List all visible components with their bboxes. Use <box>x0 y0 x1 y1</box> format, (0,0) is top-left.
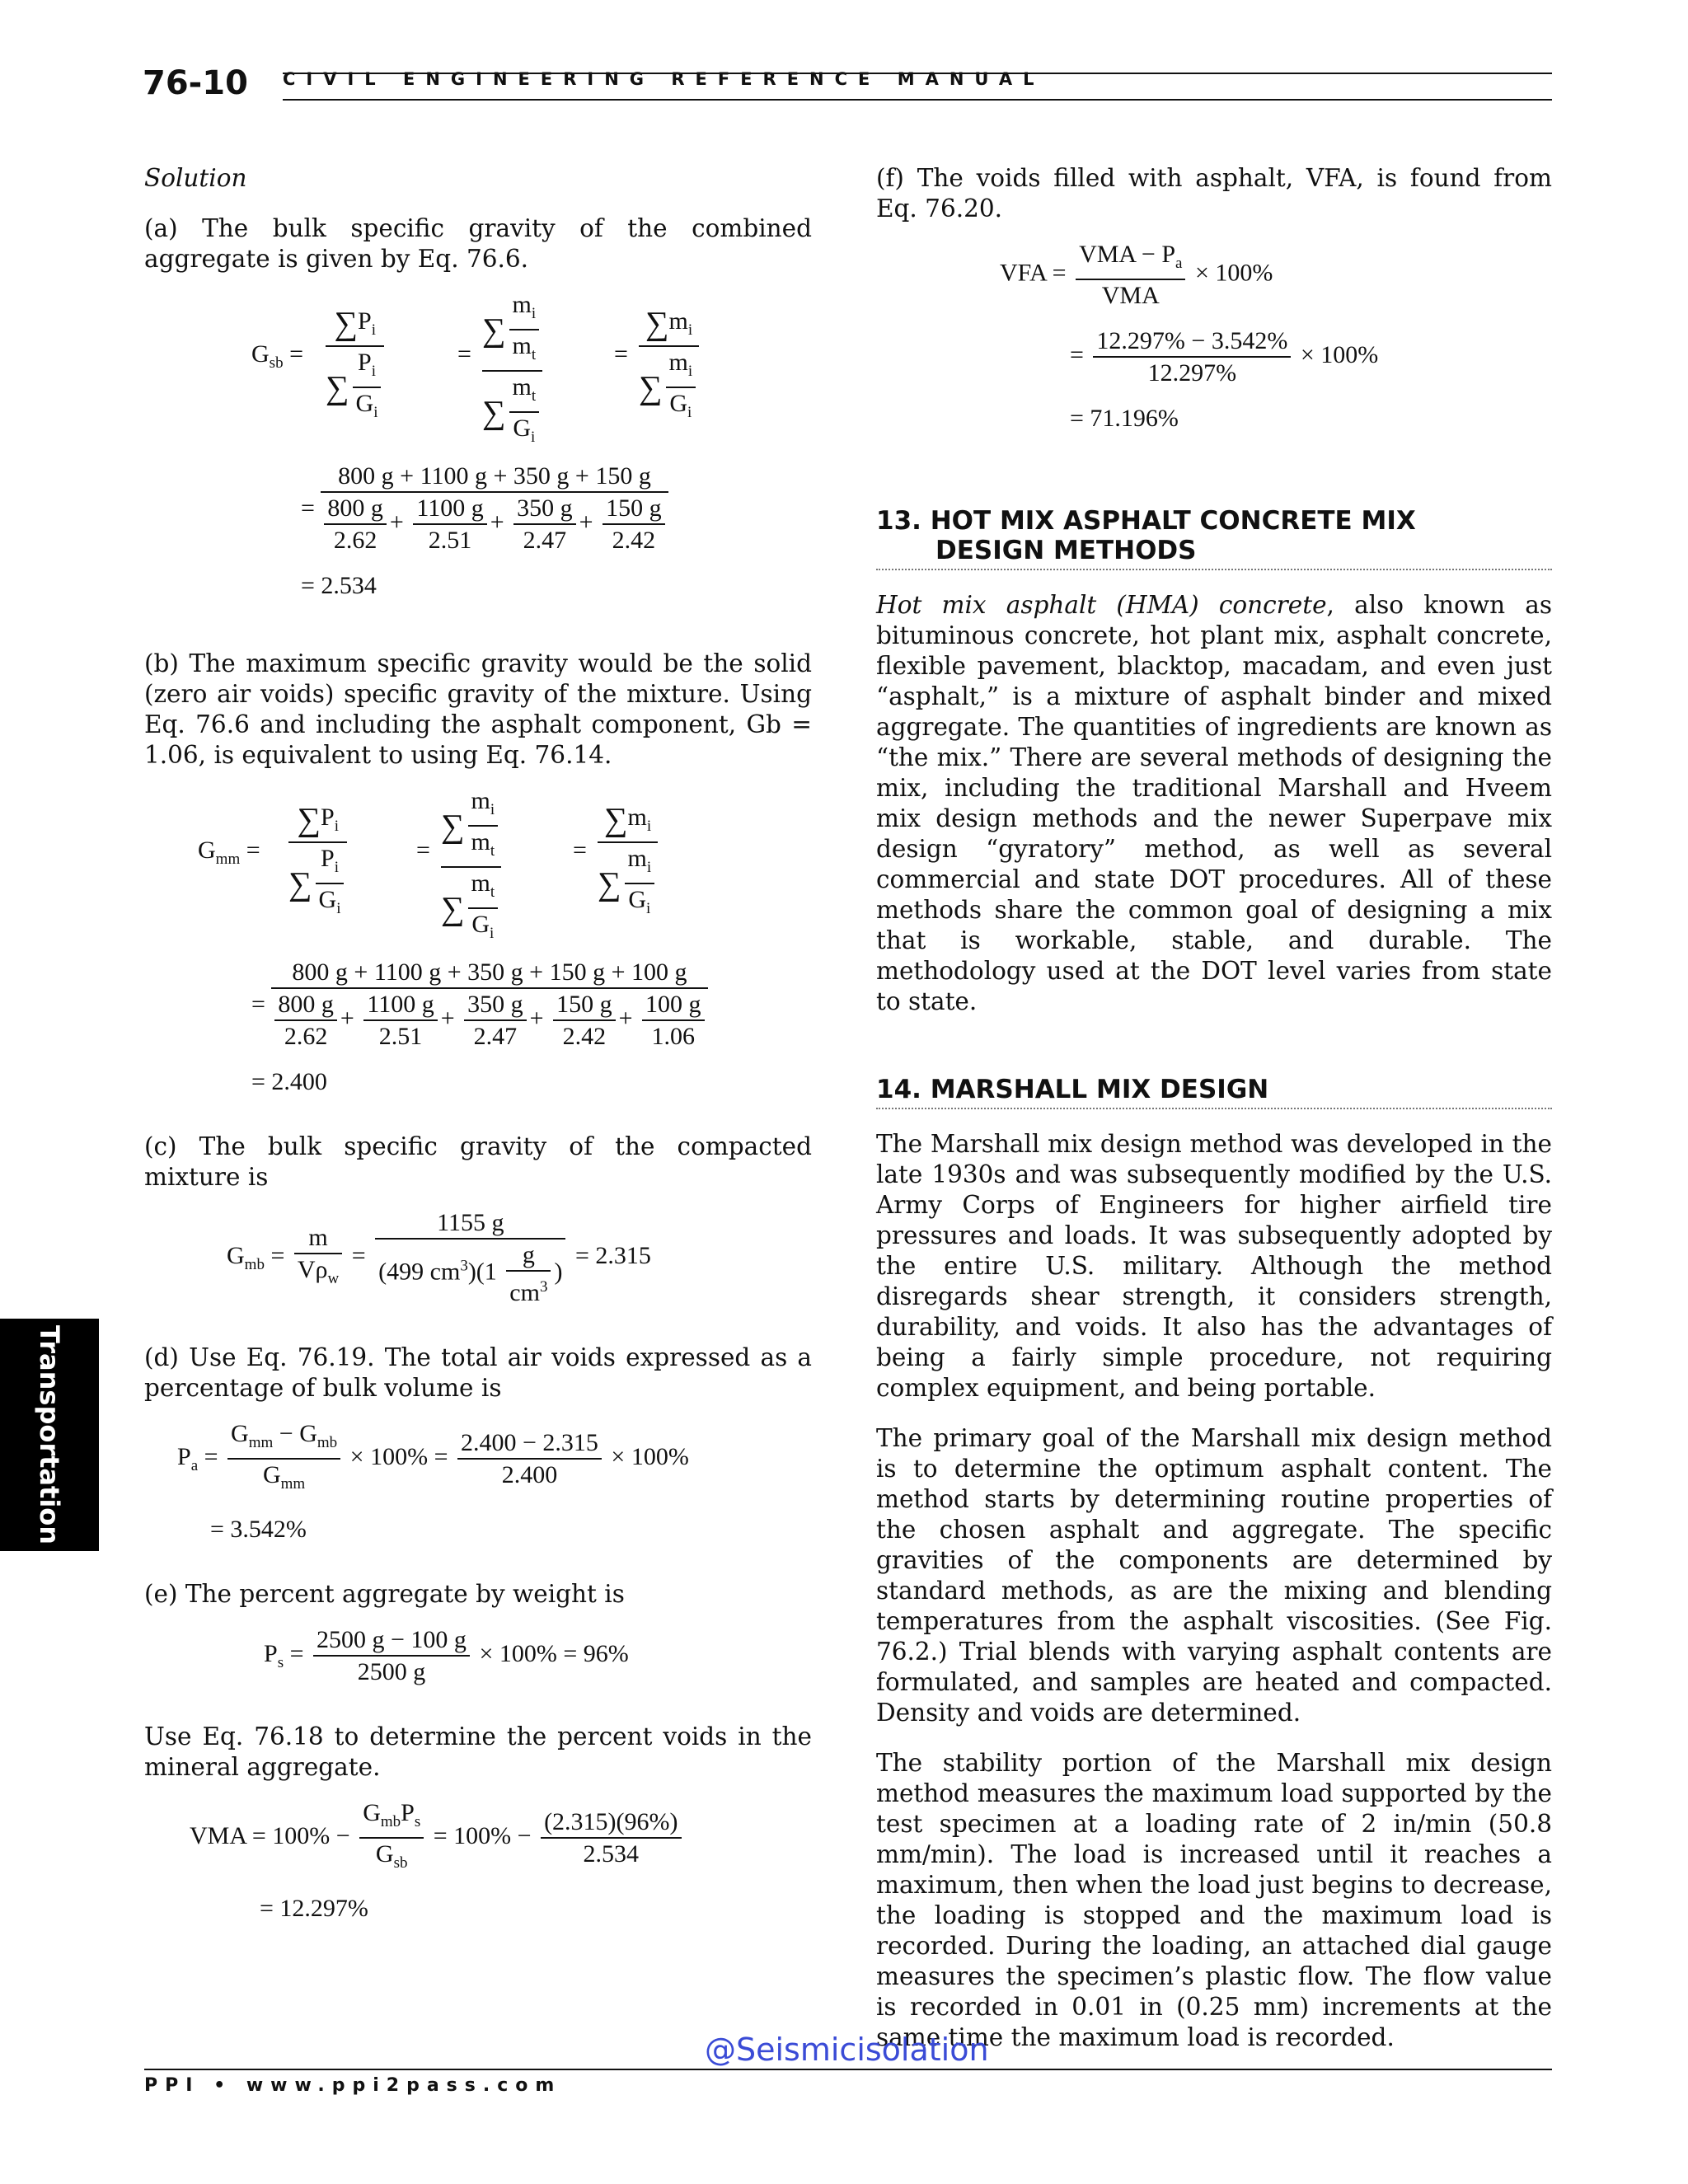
eq-vfa-numeric: = $\frac{12.297\% - 3.542\%}{12.297\%}$ × 100% <box>1070 327 1379 387</box>
footer-rule <box>144 2069 1552 2070</box>
gsb-result: = 2.534 <box>301 572 377 599</box>
book-title: CIVIL ENGINEERING REFERENCE MANUAL <box>283 69 1045 89</box>
gmm-result: = 2.400 <box>251 1068 327 1095</box>
eq-ps: $P_s$ = $\frac{2500 g - 100 g}{2500 g}$ × 100% = 96% <box>264 1626 629 1685</box>
part-c-text: (c) The bulk specific gravity of the compacted mixture is <box>144 1132 812 1191</box>
footer-text: PPI • www.ppi2pass.com <box>144 2075 562 2096</box>
section-14-heading: 14. MARSHALL MIX DESIGN <box>876 1075 1269 1104</box>
part-d-text: (d) Use Eq. 76.19. The total air voids expressed as a percentage of bulk volume is <box>144 1343 812 1402</box>
eq-gmm: $G_{mm}$ = $\sum P_i$ ∑ $\frac{P_i}{G_i}$ = ∑ $\frac{m_i}{m_t}$ ∑ $\frac{m_t}{G_i}$ = $\sum m_i$ ∑ $\frac{m_i}{G_i}$ <box>198 785 812 942</box>
vma-intro-text: Use Eq. 76.18 to determine the percent voids in the mineral aggregate. <box>144 1722 812 1781</box>
eq-gsb: $G_{sb}$ = $\sum P_i$ ∑ $\frac{P_i}{G_i}$ = ∑ $\frac{m_i}{m_t}$ ∑ $\frac{m_t}{G_i}$ = $\sum m_i$ ∑ $\frac{m_i}{G_i}$ <box>251 289 812 446</box>
vfa-result: = 71.196% <box>1070 405 1179 432</box>
part-e-text: (e) The percent aggregate by weight is <box>144 1580 625 1608</box>
eq-vma: VMA = 100% − $\frac{G_{mb}P_s}{G_{sb}}$ = 100% − $\frac{(2.315)(96\%)}{2.534}$ <box>190 1797 812 1878</box>
part-f-text: (f) The voids filled with asphalt, VFA, is found from Eq. 76.20. <box>876 164 1552 223</box>
page-number: 76-10 <box>143 64 248 102</box>
section-14-paragraph-3: The stability portion of the Marshall mix design method measures the maximum load supported by the test specimen at a loading rate of 2 in/min (50.8 mm/min). The load is increased until it reaches a maximum, then when the load just begins to decrease, the loading is stopped and the maximum load is recorded. During the loading, an attached dial gauge measures the specimen’s plastic flow. The flow value is recorded in 0.01 in (0.25 mm) increments at the same time the maximum load is recorded. <box>876 1749 1552 2051</box>
eq-pa: $P_a$ = $\frac{G_{mm} - G_{mb}}{G_{mm}}$ × 100% = $\frac{2.400 - 2.315}{2.400}$ × 100% <box>177 1420 689 1493</box>
section-tab-label: Transportation <box>34 1324 65 1545</box>
vma-result: = 12.297% <box>260 1895 368 1922</box>
section-14-paragraph-1: The Marshall mix design method was developed in the late 1930s and was subsequently modified by the U.S. Army Corps of Engineers for higher airfield tire pressures and loads. It was subsequently adopted by the entire U.S. military. Although the method disregards shear strength, it considers strength, durability, and voids. It also has the advantages of being a fairly simple procedure, not requiring complex equipment, and being portable. <box>876 1130 1552 1402</box>
left-column <box>144 163 812 1938</box>
header-rule-bottom <box>283 99 1552 101</box>
section-tab <box>0 1319 99 1551</box>
section-14-paragraph-2: The primary goal of the Marshall mix design method is to determine the optimum asphalt content. The method starts by determining routine properties of the chosen asphalt and aggregate. The specific gravities of the components are determined by standard methods, as are the mixing and blending temperatures from the asphalt viscosities. (See Fig. 76.2.) Trial blends with varying asphalt contents are formulated, and samples are heated and compacted. Density and voids are determined. <box>876 1424 1552 1727</box>
eq-gsb-numeric: = 800 g + 1100 g + 350 g + 150 g $\frac{800 g}{2.62}$ + $\frac{1100 g}{2.51}$ + $\frac{350 g}{2.47}$ + $\frac{150 g}{2.42}$ <box>301 461 812 555</box>
section-13-heading <box>876 506 1552 565</box>
section-13-heading-line1: 13. HOT MIX ASPHALT CONCRETE MIX <box>876 506 1416 536</box>
eq-vfa: VFA = $\frac{VMA - P_a}{\text{VMA}}$ × 100% <box>1000 241 1273 309</box>
right-column <box>876 163 1552 2053</box>
eq-gmb: $G_{mb}$ = $\frac{m}{V\rho_w}$ = 1155 g (499 $cm^3)(1$ $\frac{g}{cm^3}$ ) = 2.315 <box>227 1209 651 1306</box>
gmm-numerator: 800 g + 1100 g + 350 g + 150 g + 100 g <box>271 957 707 989</box>
page-header <box>143 64 1552 102</box>
section-13-heading-line2: DESIGN METHODS <box>935 536 1197 565</box>
hma-term: Hot mix asphalt (HMA) concrete <box>876 591 1327 619</box>
section-13-paragraph <box>876 590 1552 1017</box>
part-b-text: (b) The maximum specific gravity would be the solid (zero air voids) specific gravity of the mixture. Using Eq. 76.6 and including the asphalt component, Gb = 1.06, is equivalent to using Eq. 76.14. <box>144 649 812 769</box>
part-a-text: (a) The bulk specific gravity of the combined aggregate is given by Eq. 76.6. <box>144 214 812 273</box>
pa-result: = 3.542% <box>210 1516 307 1543</box>
eq-gmm-numeric: = 800 g + 1100 g + 350 g + 150 g + 100 g $\frac{800 g}{2.62}$ + $\frac{1100 g}{2.51}$ + $\frac{350 g}{2.47}$ + $\frac{150 g}{2.42}$ + $\frac{100 g}{1.06}$ <box>251 957 812 1052</box>
gsb-numerator: 800 g + 1100 g + 350 g + 150 g <box>321 461 668 493</box>
watermark: @Seismicisolation <box>705 2032 989 2068</box>
solution-heading: Solution <box>144 164 247 192</box>
section-13-body: , also known as bituminous concrete, hot plant mix, asphalt concrete, flexible pavement, blacktop, macadam, and even just “asphalt,” is a mixture of asphalt binder and mixed aggregate. The quantities of ingredients are known as “the mix.” There are several methods of designing the mix, including the traditional Marshall and Hveem mix design methods and the newer Superpave mix design “gyratory” method, as well as several commercial and state DOT procedures. All of these methods share the common goal of designing a mix that is workable, stable, and durable. The methodology used at the DOT level varies from state to state. <box>876 591 1553 1015</box>
